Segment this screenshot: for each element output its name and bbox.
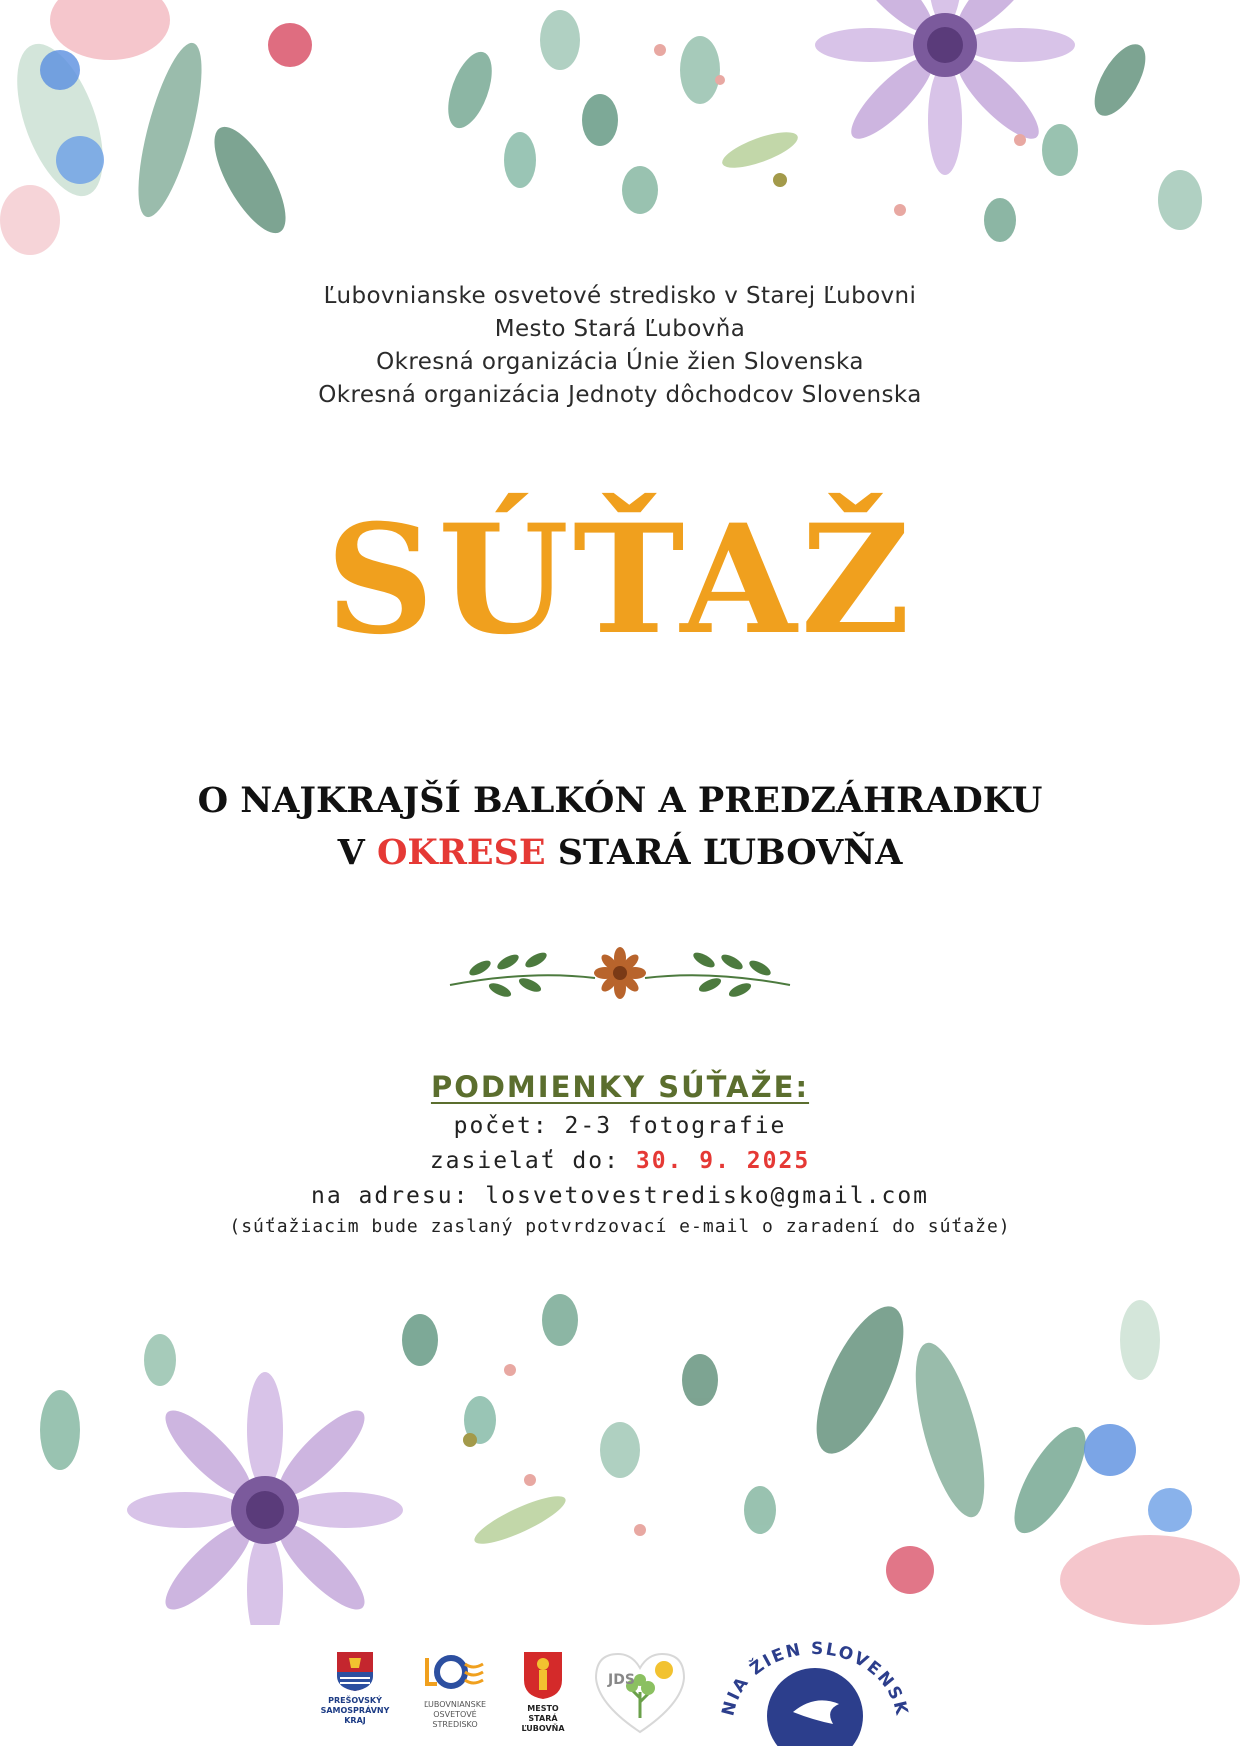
conditions-note: (súťažiacim bude zaslaný potvrdzovací e-mail o zaradení do súťaže) (229, 1216, 1011, 1237)
subtitle-highlight: OKRESE (376, 832, 546, 873)
uzs-label: NIA ŽIEN SLOVENSK (718, 1640, 912, 1719)
floral-divider-icon (440, 940, 800, 1010)
mesto-line: STARÁ ĽUBOVŇA (521, 1714, 565, 1733)
mesto-coat-of-arms-icon (522, 1650, 564, 1700)
logo-presovsky-kraj (310, 1650, 400, 1726)
conditions-heading: PODMIENKY SÚŤAŽE: (430, 1070, 810, 1104)
organizers-list (0, 280, 1240, 412)
deadline-label: zasielať do: (429, 1148, 620, 1174)
red-clover-top (268, 23, 312, 67)
psk-line: PREŠOVSKÝ (328, 1696, 382, 1705)
subtitle-line-2 (0, 827, 1240, 879)
subtitle-line-1: O NAJKRAJŠÍ BALKÓN A PREDZÁHRADKU (197, 780, 1043, 821)
los-emblem-icon (423, 1654, 487, 1696)
mesto-line: MESTO (527, 1704, 559, 1713)
psk-line: KRAJ (344, 1716, 366, 1725)
subtitle (0, 775, 1240, 879)
logo-mesto (508, 1650, 578, 1734)
organizer-line: Mesto Stará Ľubovňa (494, 316, 746, 342)
psk-shield-icon (335, 1650, 375, 1692)
subtitle-prefix: V (337, 832, 365, 873)
psk-line: SAMOSPRÁVNY (320, 1706, 390, 1715)
los-line: ĽUBOVNIANSKE (423, 1700, 487, 1709)
partner-logos (0, 1640, 1240, 1748)
conditions-section (0, 1065, 1240, 1240)
subtitle-suffix: STARÁ ĽUBOVŇA (557, 832, 903, 873)
floral-border-top (0, 0, 1240, 260)
logo-jds (590, 1648, 690, 1740)
deadline-value: 30. 9. 2025 (635, 1148, 811, 1174)
logo-los (410, 1654, 500, 1730)
conditions-address: na adresu: losvetovestredisko@gmail.com (310, 1183, 930, 1209)
blue-flower-bottom-right (1084, 1424, 1192, 1532)
jds-heart-icon (590, 1648, 690, 1736)
pink-flower-bottom-right (886, 1535, 1240, 1625)
conditions-deadline (0, 1144, 1240, 1179)
purple-daisy-bottom (127, 1372, 403, 1625)
floral-border-bottom (0, 1280, 1240, 1625)
los-line: STREDISKO (432, 1720, 478, 1729)
organizer-line: Okresná organizácia Únie žien Slovenska (376, 349, 864, 375)
jds-label: JDS (608, 1672, 635, 1688)
purple-daisy-top (815, 0, 1075, 175)
logo-unia-zien (715, 1640, 915, 1750)
conditions-count: počet: 2-3 fotografie (453, 1113, 787, 1139)
organizer-line: Ľubovnianske osvetové stredisko v Starej Ľubovni (323, 283, 917, 309)
organizer-line: Okresná organizácia Jednoty dôchodcov Slovenska (318, 382, 922, 408)
los-line: OSVETOVÉ (433, 1710, 477, 1719)
uzs-dove-emblem-icon (715, 1640, 915, 1746)
page-title: SÚŤAŽ (325, 492, 915, 668)
